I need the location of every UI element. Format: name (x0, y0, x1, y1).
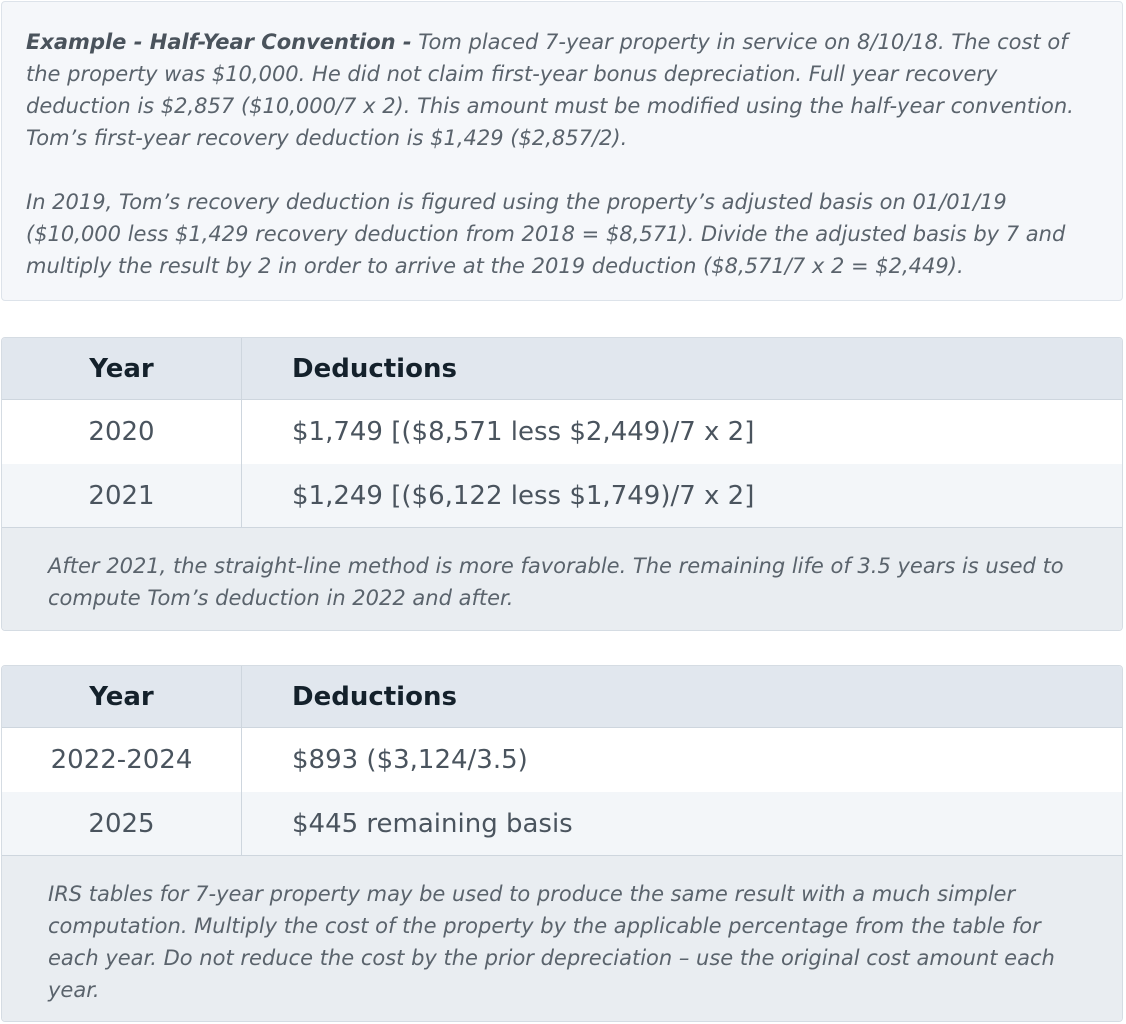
deduction-cell: $1,249 [($6,122 less $1,749)/7 x 2] (292, 480, 755, 511)
year-column-header: Year (2, 666, 242, 727)
deduction-cell: $445 remaining basis (292, 808, 573, 839)
deductions-table-2022-2025 (1, 665, 1123, 1022)
example-paragraph-1 (26, 26, 1098, 154)
example-title: Example - Half-Year Convention - (26, 30, 412, 54)
year-cell: 2020 (2, 400, 242, 464)
table-row (2, 400, 1122, 464)
example-paragraph-2: In 2019, Tom’s recovery deduction is figured using the property’s adjusted basis on 01/01/19 ($10,000 less $1,429 recovery deduction from 2018 = $8,571). Divide the adjusted basis by 7 and multiply the result by 2 in order to arrive at the 2019 deduction ($8,571/7 x 2 = $2,449). (26, 190, 1066, 278)
year-cell: 2022-2024 (2, 728, 242, 792)
year-cell: 2025 (2, 792, 242, 855)
table-note: IRS tables for 7-year property may be used to produce the same result with a much simpler computation. Multiply the cost of the property by the applicable percentage from the table for each year. Do not reduce the cost by the prior depreciation – use the original cost amount each year. (2, 856, 1122, 1022)
deductions-table-2020-2021 (1, 337, 1123, 631)
year-cell: 2021 (2, 464, 242, 527)
deductions-column-header: Deductions (292, 681, 457, 712)
table-note: After 2021, the straight-line method is more favorable. The remaining life of 3.5 years is used to compute Tom’s deduction in 2022 and after. (2, 528, 1122, 631)
example-box (1, 1, 1123, 301)
table-header-row (2, 338, 1122, 400)
deduction-cell: $1,749 [($8,571 less $2,449)/7 x 2] (292, 417, 755, 447)
deduction-cell: $893 ($3,124/3.5) (292, 745, 528, 775)
table-header-row (2, 666, 1122, 728)
table-row (2, 728, 1122, 792)
deductions-column-header: Deductions (292, 353, 457, 384)
year-column-header: Year (2, 338, 242, 399)
table-row (2, 464, 1122, 528)
example-paragraph-1-text: Tom placed 7-year property in service on 8/10/18. The cost of the property was $10,000. He did not claim first-year bonus depreciation. Full year recovery deduction is $2,857 ($10,000/7 x 2). This amount must be modified using the half-year convention. Tom’s first-year recovery deduction is $1,429 ($2,857/2). (26, 30, 1074, 150)
table-row (2, 792, 1122, 856)
